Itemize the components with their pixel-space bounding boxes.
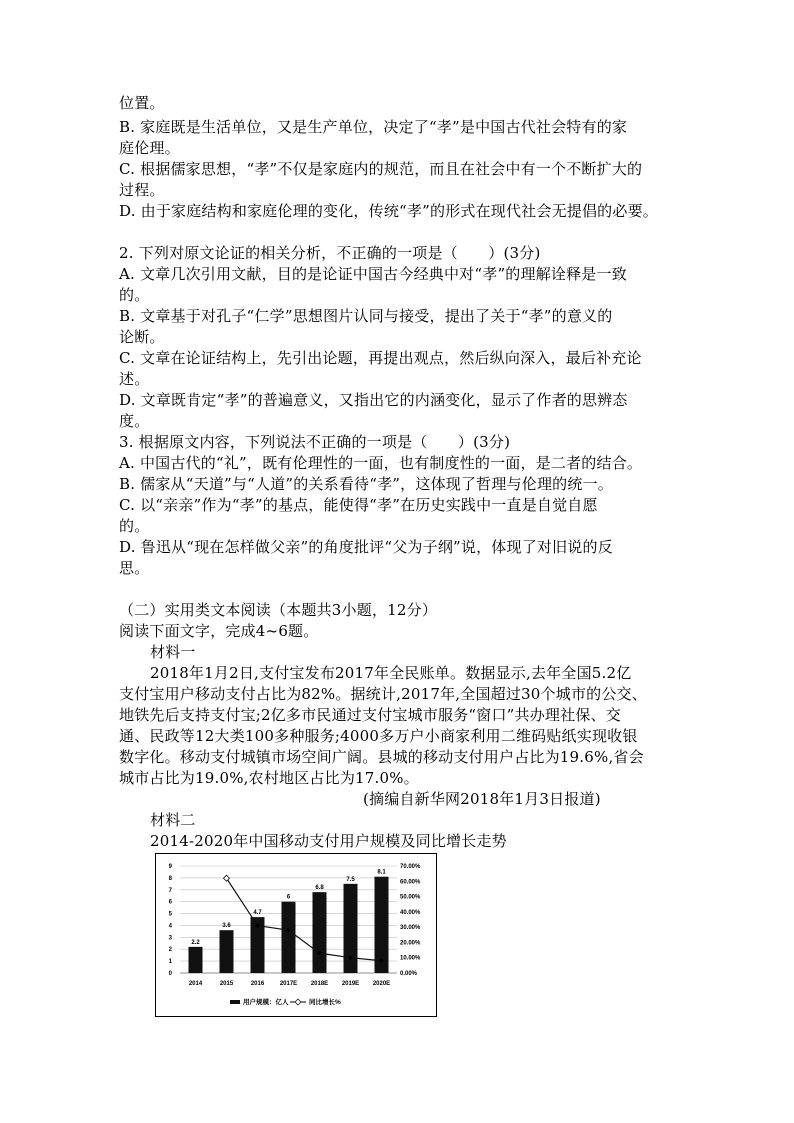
legend-line-label: 同比增长% — [309, 999, 341, 1006]
option-c: C. 文章在论证结构上，先引出论题，再提出观点，然后纵向深入，最后补充论 — [119, 349, 642, 367]
paragraph-line: 2018年1月2日,支付宝发布2017年全民账单。数据显示,去年全国5.2亿 — [150, 664, 632, 682]
option-a: A. 文章几次引用文献，目的是论证中国古今经典中对“孝”的理解诠释是一致 — [119, 265, 627, 283]
bar — [313, 892, 327, 973]
bar-data-label: 6.8 — [315, 885, 324, 892]
bar-data-label: 6 — [286, 894, 291, 901]
bar — [282, 902, 296, 973]
paragraph-line: 地铁先后支持支付宝;2亿多市民通过支付宝城市服务“窗口”共办理社保、交 — [119, 706, 621, 724]
legend-bar-swatch — [230, 1000, 240, 1004]
bar — [220, 930, 234, 973]
source-citation: (摘编自新华网2018年1月3日报道) — [363, 790, 601, 808]
paragraph-line: 通、民政等12大类100多种服务;4000多万户小商家利用二维码贴纸实现收银 — [119, 727, 638, 745]
growth-line — [227, 878, 382, 961]
text-line: 度。 — [119, 412, 150, 430]
option-d: D. 鲁迅从“现在怎样做父亲”的角度批评“父为子纲”说，体现了对旧说的反 — [119, 538, 613, 556]
option-c: C. 根据儒家思想，“孝”不仅是家庭内的规范，而且在社会中有一个不断扩大的 — [119, 160, 643, 178]
y-right-tick-label: 70.00% — [400, 864, 421, 870]
y-right-tick-label: 0.00% — [400, 971, 418, 977]
y-left-tick-label: 2 — [168, 947, 172, 954]
y-right-tick-label: 50.00% — [400, 894, 421, 901]
question-2: 2. 下列对原文论证的相关分析，不正确的一项是（ ）(3分) — [119, 244, 541, 262]
option-b: B. 文章基于对孔子“仁学”思想图片认同与接受，提出了关于“孝”的意义的 — [119, 307, 613, 325]
bar-data-label: 2.2 — [191, 939, 200, 946]
y-left-tick-label: 9 — [168, 864, 172, 870]
legend-bar-label: 用户规模：亿人 — [243, 999, 289, 1006]
option-d: D. 由于家庭结构和家庭伦理的变化，传统“孝”的形式在现代社会无提倡的必要。 — [119, 202, 658, 220]
x-tick-label: 2016 — [250, 981, 265, 987]
x-tick-label: 2020E — [372, 981, 391, 987]
y-left-tick-label: 1 — [168, 959, 172, 966]
y-left-tick-label: 4 — [168, 923, 172, 930]
text-line: 的。 — [119, 517, 150, 535]
text-line: 庭伦理。 — [119, 139, 180, 157]
text-line: 的。 — [119, 286, 150, 304]
paragraph-line: 城市占比为19.0%,农村地区占比为17.0%。 — [119, 769, 419, 787]
y-right-tick-label: 60.00% — [400, 879, 421, 886]
text-line: 过程。 — [119, 181, 165, 199]
x-tick-label: 2017E — [279, 981, 298, 987]
option-b: B. 家庭既是生活单位，又是生产单位，决定了“孝”是中国古代社会特有的家 — [119, 118, 628, 136]
combo-chart — [155, 853, 437, 1017]
material-two-title: 材料二 — [150, 811, 196, 829]
x-tick-label: 2015 — [219, 981, 234, 987]
paragraph-line: 数字化。移动支付城镇市场空间广阔。县城的移动支付用户占比为19.6%,省会 — [119, 748, 644, 766]
y-left-tick-label: 6 — [168, 899, 172, 906]
y-left-tick-label: 5 — [168, 911, 172, 918]
y-left-tick-label: 0 — [168, 971, 172, 977]
y-left-tick-label: 7 — [168, 887, 172, 894]
question-3: 3. 根据原文内容，下列说法不正确的一项是（ ）(3分) — [119, 433, 511, 451]
y-right-tick-label: 40.00% — [400, 909, 421, 916]
text-line: 思。 — [119, 559, 150, 577]
chart-canvas — [156, 854, 436, 1016]
option-c: C. 以“亲亲”作为“孝”的基点，能使得“孝”在历史实践中一直是自觉自愿 — [119, 496, 598, 514]
text-line: 述。 — [119, 370, 150, 388]
option-d: D. 文章既肯定“孝”的普遍意义，又指出它的内涵变化，显示了作者的思辨态 — [119, 391, 628, 409]
y-left-tick-label: 3 — [168, 935, 172, 942]
instruction: 阅读下面文字，完成4~6题。 — [119, 622, 319, 640]
bar-data-label: 8.1 — [377, 869, 386, 876]
line-marker — [224, 875, 230, 881]
section-heading: （二）实用类文本阅读（本题共3小题，12分） — [119, 601, 438, 619]
bar-data-label: 3.6 — [222, 923, 231, 930]
legend-line-marker — [295, 999, 301, 1005]
text-line: 位置。 — [119, 94, 165, 112]
x-tick-label: 2018E — [310, 981, 329, 987]
bar-data-label: 4.7 — [253, 910, 262, 917]
option-a: A. 中国古代的“礼”，既有伦理性的一面，也有制度性的一面，是二者的结合。 — [119, 454, 643, 472]
paragraph-line: 支付宝用户移动支付占比为82%。据统计,2017年,全国超过30个城市的公交、 — [119, 685, 647, 703]
bar-data-label: 7.5 — [346, 876, 355, 883]
text-line: 论断。 — [119, 328, 165, 346]
y-right-tick-label: 20.00% — [400, 940, 421, 947]
option-b: B. 儒家从“天道”与“人道”的关系看待“孝”，这体现了哲理与伦理的统一。 — [119, 475, 613, 493]
bar — [189, 947, 203, 973]
chart-caption: 2014-2020年中国移动支付用户规模及同比增长走势 — [150, 832, 507, 850]
y-right-tick-label: 10.00% — [400, 955, 421, 962]
x-tick-label: 2019E — [341, 981, 360, 987]
y-left-tick-label: 8 — [168, 875, 172, 882]
x-tick-label: 2014 — [188, 981, 203, 987]
y-right-tick-label: 30.00% — [400, 925, 421, 932]
material-one-title: 材料一 — [150, 643, 196, 661]
